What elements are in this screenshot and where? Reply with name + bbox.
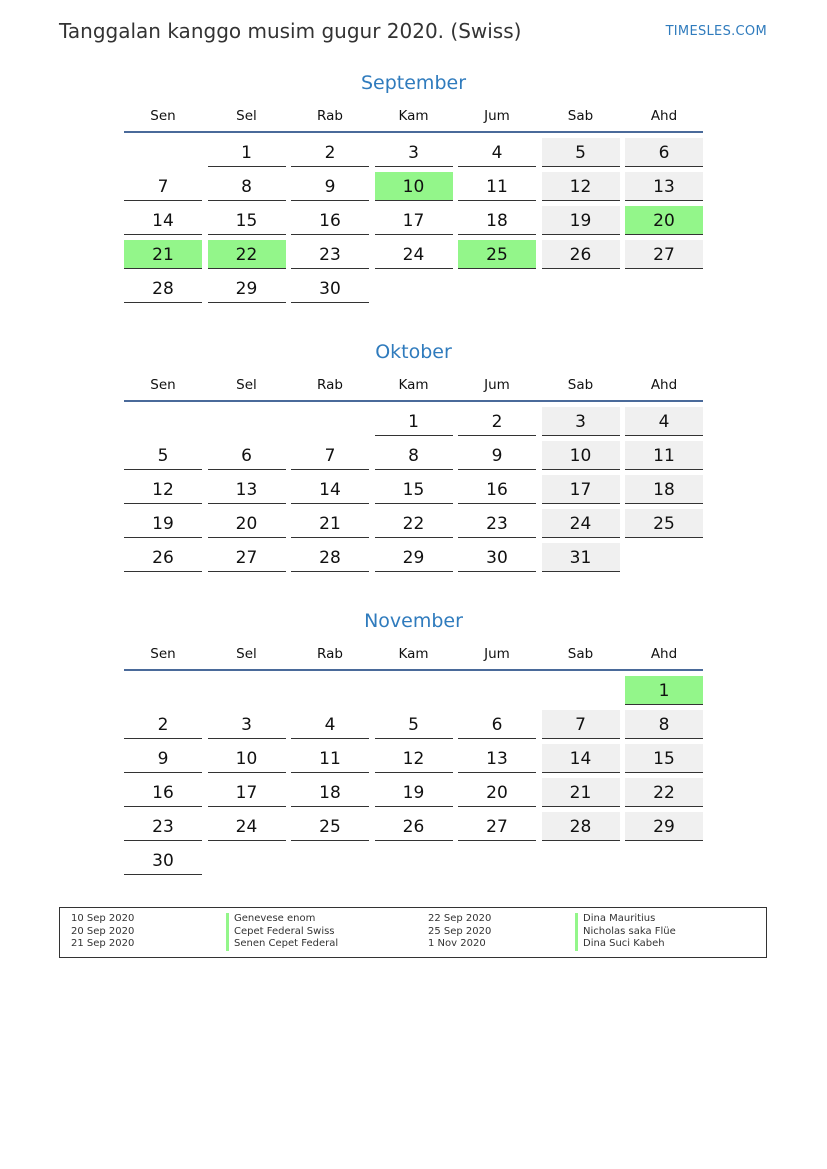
day-cell[interactable]: 25 — [625, 509, 703, 538]
day-cell[interactable]: 6 — [208, 441, 286, 470]
empty-cell — [208, 676, 286, 705]
weekday-label: Sel — [236, 377, 257, 393]
day-cell[interactable]: 15 — [208, 206, 286, 235]
day-cell[interactable]: 8 — [625, 710, 703, 739]
day-cell[interactable]: 4 — [458, 138, 536, 167]
empty-cell — [291, 676, 369, 705]
day-cell[interactable]: 21 — [291, 509, 369, 538]
weekday-label: Kam — [398, 646, 429, 662]
day-cell[interactable]: 28 — [291, 543, 369, 572]
weekday-label: Kam — [398, 108, 429, 124]
day-cell[interactable]: 11 — [458, 172, 536, 201]
legend-holiday-name: Dina Mauritius — [575, 913, 655, 926]
day-cell[interactable]: 13 — [208, 475, 286, 504]
day-cell[interactable]: 14 — [542, 744, 620, 773]
legend-date: 20 Sep 2020 — [71, 925, 135, 937]
empty-cell — [124, 138, 202, 167]
weekday-header — [124, 378, 703, 402]
month-name: Oktober — [375, 341, 452, 363]
day-cell[interactable]: 24 — [375, 240, 453, 269]
day-cell[interactable]: 28 — [542, 812, 620, 841]
day-cell[interactable]: 30 — [291, 274, 369, 303]
day-cell[interactable]: 16 — [458, 475, 536, 504]
empty-cell — [124, 407, 202, 436]
day-cell[interactable]: 25 — [291, 812, 369, 841]
weekday-label: Sen — [150, 108, 176, 124]
day-cell[interactable]: 23 — [291, 240, 369, 269]
day-cell[interactable]: 6 — [458, 710, 536, 739]
day-cell[interactable]: 28 — [124, 274, 202, 303]
month-oktober — [124, 340, 703, 572]
day-cell[interactable]: 31 — [542, 543, 620, 572]
day-cell[interactable]: 3 — [208, 710, 286, 739]
legend-holiday-name: Cepet Federal Swiss — [226, 926, 335, 939]
day-cell[interactable]: 26 — [375, 812, 453, 841]
day-cell[interactable]: 29 — [375, 543, 453, 572]
weekday-label: Ahd — [650, 646, 678, 662]
day-cell[interactable]: 17 — [208, 778, 286, 807]
month-name: November — [364, 610, 463, 632]
weekday-label: Rab — [317, 377, 343, 393]
weekday-header — [124, 647, 703, 671]
weekday-label: Sab — [567, 646, 594, 662]
day-cell[interactable]: 10 — [542, 441, 620, 470]
legend-holiday-name: Genevese enom — [226, 913, 315, 926]
day-cell[interactable]: 5 — [375, 710, 453, 739]
weekday-label: Sab — [567, 377, 594, 393]
holiday-day-cell[interactable]: 20 — [625, 206, 703, 235]
legend-holiday-name: Dina Suci Kabeh — [575, 938, 665, 951]
day-cell[interactable]: 10 — [208, 744, 286, 773]
day-cell[interactable]: 19 — [124, 509, 202, 538]
legend-date: 22 Sep 2020 — [428, 913, 492, 924]
weekday-label: Kam — [398, 377, 429, 393]
day-cell[interactable]: 12 — [124, 475, 202, 504]
day-cell[interactable]: 23 — [124, 812, 202, 841]
day-cell[interactable]: 19 — [542, 206, 620, 235]
day-cell[interactable]: 29 — [625, 812, 703, 841]
day-cell[interactable]: 19 — [375, 778, 453, 807]
empty-cell — [291, 407, 369, 436]
weekday-label: Sel — [236, 108, 257, 124]
weekday-label: Jum — [484, 646, 510, 662]
weekday-label: Sen — [150, 377, 176, 393]
day-cell[interactable]: 18 — [291, 778, 369, 807]
day-cell[interactable]: 17 — [375, 206, 453, 235]
weekday-label: Jum — [484, 108, 510, 124]
day-grid — [124, 676, 703, 875]
holiday-legend — [59, 907, 767, 958]
weekday-label: Jum — [484, 377, 510, 393]
day-cell[interactable]: 26 — [124, 543, 202, 572]
empty-cell — [458, 676, 536, 705]
day-cell[interactable]: 12 — [375, 744, 453, 773]
legend-date: 1 Nov 2020 — [428, 938, 486, 949]
holiday-day-cell[interactable]: 25 — [458, 240, 536, 269]
weekday-label: Ahd — [650, 108, 678, 124]
day-cell[interactable]: 15 — [375, 475, 453, 504]
day-cell[interactable]: 16 — [124, 778, 202, 807]
holiday-day-cell[interactable]: 22 — [208, 240, 286, 269]
weekday-label: Rab — [317, 108, 343, 124]
empty-cell — [542, 676, 620, 705]
legend-date: 10 Sep 2020 — [71, 913, 135, 924]
day-cell[interactable]: 18 — [625, 475, 703, 504]
day-cell[interactable]: 3 — [375, 138, 453, 167]
day-cell[interactable]: 8 — [375, 441, 453, 470]
day-cell[interactable]: 13 — [458, 744, 536, 773]
day-cell[interactable]: 14 — [291, 475, 369, 504]
day-cell[interactable]: 15 — [625, 744, 703, 773]
day-cell[interactable]: 2 — [291, 138, 369, 167]
holiday-day-cell[interactable]: 10 — [375, 172, 453, 201]
day-cell[interactable]: 30 — [458, 543, 536, 572]
legend-item — [60, 938, 766, 951]
weekday-label: Sen — [150, 646, 176, 662]
day-cell[interactable]: 22 — [375, 509, 453, 538]
day-cell[interactable]: 22 — [625, 778, 703, 807]
page-title: Tanggalan kanggo musim gugur 2020. (Swiss) — [59, 19, 522, 43]
day-cell[interactable]: 18 — [458, 206, 536, 235]
day-cell[interactable]: 6 — [625, 138, 703, 167]
day-cell[interactable]: 20 — [208, 509, 286, 538]
day-cell[interactable]: 11 — [291, 744, 369, 773]
empty-cell — [375, 676, 453, 705]
day-cell[interactable]: 26 — [542, 240, 620, 269]
month-november — [124, 609, 703, 875]
day-cell[interactable]: 27 — [625, 240, 703, 269]
day-cell[interactable]: 1 — [375, 407, 453, 436]
legend-item — [60, 913, 766, 926]
day-cell[interactable]: 9 — [291, 172, 369, 201]
weekday-label: Sel — [236, 646, 257, 662]
day-cell[interactable]: 4 — [625, 407, 703, 436]
month-name: September — [360, 72, 467, 94]
day-cell[interactable]: 30 — [124, 846, 202, 875]
day-cell[interactable]: 5 — [542, 138, 620, 167]
day-cell[interactable]: 13 — [625, 172, 703, 201]
day-grid — [124, 138, 703, 303]
day-cell[interactable]: 23 — [458, 509, 536, 538]
day-cell[interactable]: 7 — [291, 441, 369, 470]
day-cell[interactable]: 29 — [208, 274, 286, 303]
weekday-label: Ahd — [650, 377, 678, 393]
day-cell[interactable]: 7 — [542, 710, 620, 739]
day-cell[interactable]: 9 — [124, 744, 202, 773]
day-cell[interactable]: 24 — [542, 509, 620, 538]
legend-item — [60, 926, 766, 939]
day-cell[interactable]: 2 — [458, 407, 536, 436]
empty-cell — [208, 407, 286, 436]
weekday-label: Rab — [317, 646, 343, 662]
holiday-day-cell[interactable]: 1 — [625, 676, 703, 705]
legend-holiday-name: Nicholas saka Flüe — [575, 926, 676, 939]
day-grid — [124, 407, 703, 572]
day-cell[interactable]: 12 — [542, 172, 620, 201]
day-cell[interactable]: 27 — [458, 812, 536, 841]
day-cell[interactable]: 11 — [625, 441, 703, 470]
day-cell[interactable]: 7 — [124, 172, 202, 201]
weekday-header — [124, 109, 703, 133]
empty-cell — [124, 676, 202, 705]
month-september — [124, 71, 703, 303]
day-cell[interactable]: 8 — [208, 172, 286, 201]
day-cell[interactable]: 20 — [458, 778, 536, 807]
holiday-day-cell[interactable]: 21 — [124, 240, 202, 269]
day-cell[interactable]: 2 — [124, 710, 202, 739]
day-cell[interactable]: 14 — [124, 206, 202, 235]
day-cell[interactable]: 3 — [542, 407, 620, 436]
legend-date: 25 Sep 2020 — [428, 925, 492, 937]
legend-date: 21 Sep 2020 — [71, 938, 135, 949]
day-cell[interactable]: 17 — [542, 475, 620, 504]
weekday-label: Sab — [567, 108, 594, 124]
day-cell[interactable]: 27 — [208, 543, 286, 572]
day-cell[interactable]: 24 — [208, 812, 286, 841]
day-cell[interactable]: 1 — [208, 138, 286, 167]
day-cell[interactable]: 21 — [542, 778, 620, 807]
day-cell[interactable]: 4 — [291, 710, 369, 739]
day-cell[interactable]: 16 — [291, 206, 369, 235]
legend-holiday-name: Senen Cepet Federal — [226, 938, 338, 951]
day-cell[interactable]: 9 — [458, 441, 536, 470]
brand-link[interactable]: TIMESLES.COM — [665, 24, 767, 39]
day-cell[interactable]: 5 — [124, 441, 202, 470]
